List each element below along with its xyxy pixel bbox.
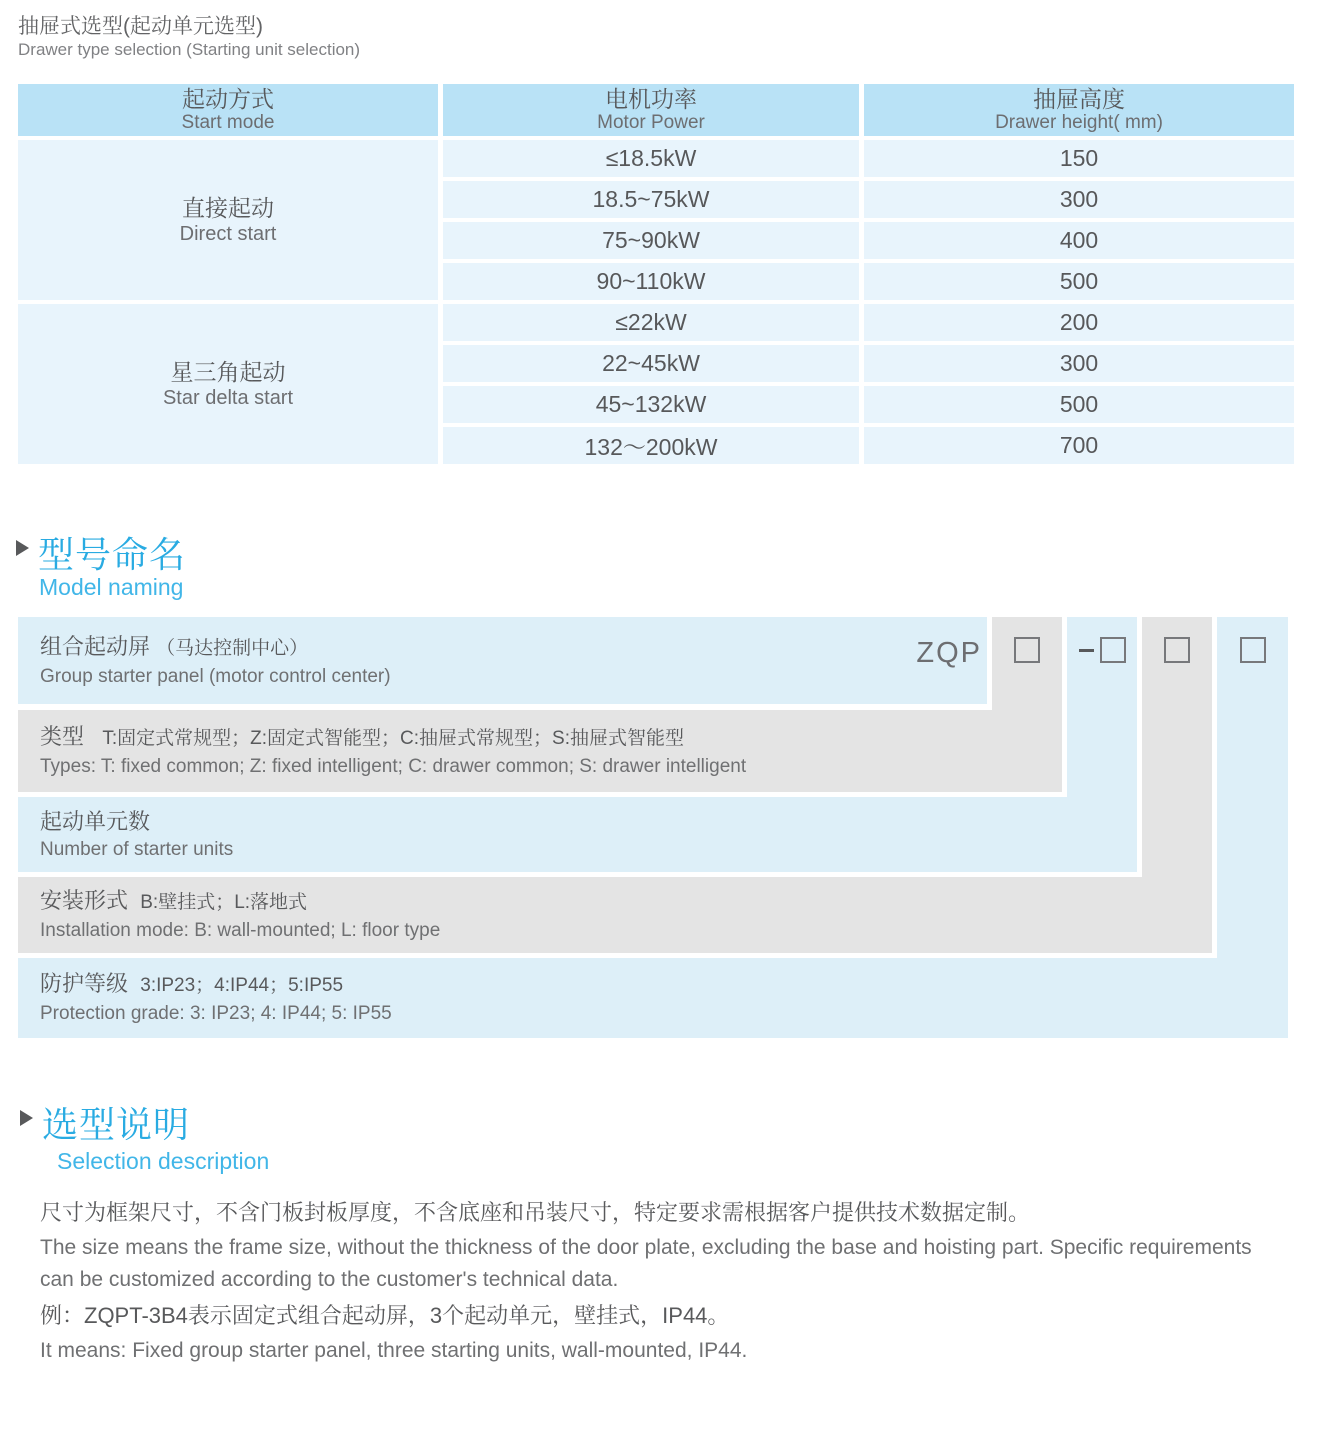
header-drawer-height-en: Drawer height( mm) bbox=[995, 112, 1163, 133]
header-cell-start-mode bbox=[18, 84, 438, 136]
header-motor-power-en: Motor Power bbox=[597, 112, 705, 133]
naming-bar-en: Number of starter units bbox=[40, 838, 234, 860]
naming-bar-protection-grade bbox=[18, 958, 1288, 1038]
header-motor-power-cn: 电机功率 bbox=[605, 86, 697, 112]
drawer-height-cell: 500 bbox=[864, 263, 1294, 300]
naming-bar-cn-label: 安装形式 bbox=[40, 888, 129, 913]
start-mode-group-direct bbox=[18, 140, 438, 300]
model-code-prefix: ZQP bbox=[916, 637, 982, 669]
header-drawer-height-cn: 抽屉高度 bbox=[1033, 86, 1125, 112]
naming-bar-types bbox=[18, 710, 1062, 792]
naming-bar-cn-label: 类型 bbox=[40, 724, 85, 749]
naming-bar-cn-label: 起动单元数 bbox=[40, 808, 151, 834]
start-mode-group-star-delta bbox=[18, 304, 438, 464]
drawer-height-cell: 300 bbox=[864, 181, 1294, 218]
naming-bar-cn bbox=[40, 722, 1062, 754]
motor-power-cell: 22~45kW bbox=[443, 345, 859, 382]
placeholder-box-icon bbox=[1240, 637, 1266, 663]
drawer-height-cell: 700 bbox=[864, 427, 1294, 464]
header-start-mode-en: Start mode bbox=[181, 112, 275, 133]
mode-direct-en: Direct start bbox=[179, 222, 277, 245]
selection-description-heading-cn: 选型说明 bbox=[42, 1104, 191, 1145]
mode-direct-cn: 直接起动 bbox=[182, 194, 274, 221]
motor-power-cell: 132～200kW bbox=[443, 427, 859, 464]
naming-bar-cn bbox=[40, 886, 1212, 918]
page-title-cn: 抽屉式选型(起动单元选型) bbox=[18, 15, 263, 38]
naming-bar-cn-label: 组合起动屏 bbox=[40, 633, 151, 659]
motor-power-cell: 90~110kW bbox=[443, 263, 859, 300]
selection-description-heading-en: Selection description bbox=[57, 1148, 270, 1174]
section-arrow-icon bbox=[20, 1110, 33, 1126]
page-title-en: Drawer type selection (Starting unit selection) bbox=[18, 40, 361, 59]
drawer-height-cell: 300 bbox=[864, 345, 1294, 382]
naming-bar-starter-units bbox=[18, 797, 1137, 872]
naming-bar-cn bbox=[40, 632, 987, 664]
naming-bar-cn-detail: （马达控制中心） bbox=[156, 637, 309, 659]
motor-power-cell: ≤22kW bbox=[443, 304, 859, 341]
motor-power-cell: ≤18.5kW bbox=[443, 140, 859, 177]
drawer-height-cell: 200 bbox=[864, 304, 1294, 341]
drawer-height-cell: 500 bbox=[864, 386, 1294, 423]
drawer-height-cell: 400 bbox=[864, 222, 1294, 259]
naming-bar-en: Types: T: fixed common; Z: fixed intelligent; C: drawer common; S: drawer intelligent bbox=[40, 756, 747, 777]
motor-power-cell: 45~132kW bbox=[443, 386, 859, 423]
model-naming-heading-en: Model naming bbox=[39, 574, 184, 600]
description-paragraph: 例：ZQPT-3B4表示固定式组合起动屏，3个起动单元，壁挂式，IP44。 bbox=[40, 1303, 730, 1328]
naming-bar-en: Group starter panel (motor control center) bbox=[40, 665, 391, 687]
description-paragraph: The size means the frame size, without the thickness of the door plate, excluding the base and hoisting part. Specific requirements can be customized according to the customer's technical data. bbox=[40, 1236, 1252, 1291]
naming-bar-cn-detail: T:固定式常规型；Z:固定式智能型；C:抽屉式常规型；S:抽屉式智能型 bbox=[102, 728, 684, 749]
motor-power-cell: 75~90kW bbox=[443, 222, 859, 259]
naming-bar-cn-detail: 3:IP23；4:IP44；5:IP55 bbox=[140, 975, 344, 996]
naming-bar-group-starter-panel bbox=[18, 617, 987, 704]
header-start-mode-cn: 起动方式 bbox=[182, 86, 274, 112]
drawer-height-cell: 150 bbox=[864, 140, 1294, 177]
header-cell-motor-power bbox=[443, 84, 859, 136]
placeholder-box-icon bbox=[1014, 637, 1040, 663]
naming-bar-cn bbox=[40, 807, 1137, 837]
placeholder-box-icon bbox=[1100, 637, 1126, 663]
placeholder-box-icon bbox=[1164, 637, 1190, 663]
description-paragraph: It means: Fixed group starter panel, three starting units, wall-mounted, IP44. bbox=[40, 1339, 748, 1362]
mode-star-delta-cn: 星三角起动 bbox=[170, 358, 286, 385]
mode-star-delta-en: Star delta start bbox=[162, 386, 294, 409]
naming-bar-cn-detail: B:壁挂式；L:落地式 bbox=[140, 892, 308, 913]
description-paragraph: 尺寸为框架尺寸，不含门板封板厚度，不含底座和吊装尺寸，特定要求需根据客户提供技术数据定制。 bbox=[40, 1200, 1031, 1225]
code-dash-icon bbox=[1079, 649, 1094, 652]
naming-bar-en: Protection grade: 3: IP23; 4: IP44; 5: IP55 bbox=[40, 1003, 392, 1024]
selection-description-text bbox=[40, 1196, 1290, 1370]
model-naming-heading-cn: 型号命名 bbox=[38, 534, 187, 575]
naming-bar-en: Installation mode: B: wall-mounted; L: floor type bbox=[40, 920, 441, 941]
naming-bar-cn bbox=[40, 969, 1288, 1001]
header-cell-drawer-height bbox=[864, 84, 1294, 136]
motor-power-cell: 18.5~75kW bbox=[443, 181, 859, 218]
naming-bar-installation-mode bbox=[18, 877, 1212, 953]
naming-bar-cn-label: 防护等级 bbox=[40, 971, 129, 996]
section-arrow-icon bbox=[16, 540, 29, 556]
